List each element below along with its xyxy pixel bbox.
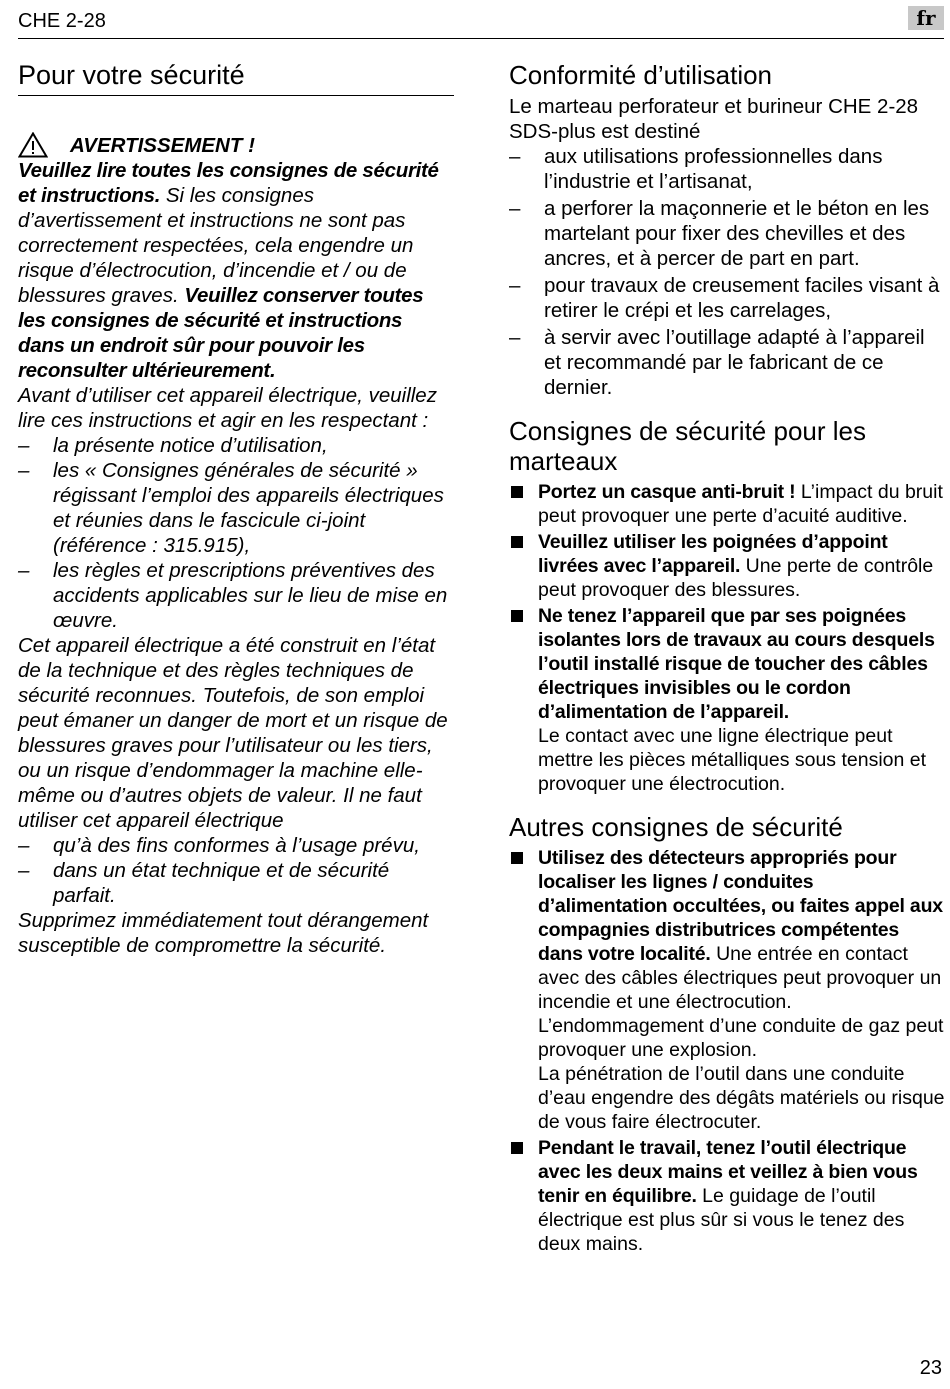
left-column <box>18 60 454 958</box>
right-column <box>509 60 945 1258</box>
list-item: – les règles et prescriptions préventives des accidents applicables sur le lieu de mise en œuvre. <box>18 559 448 632</box>
list-item: Pendant le travail, tenez l’outil électrique avec les deux mains et veillez à bien vous tenir en équilibre. Le guidage de l’outil électrique est plus sûr si vous le tenez des deux mains. <box>509 1136 945 1256</box>
bullet-square-icon <box>511 1142 523 1154</box>
warning-paragraph <box>18 158 454 383</box>
intro-paragraph: Avant d’utiliser cet appareil électrique, veuillez lire ces instructions et agir en les respectant : <box>18 384 437 432</box>
section-title-safety: Pour votre sécurité <box>18 60 454 96</box>
bullet-square-icon <box>511 852 523 864</box>
section-title-other-safety: Autres consignes de sécurité <box>509 812 843 842</box>
construction-paragraph: Cet appareil électrique a été construit en l’état de la technique et des règles techniques de sécurité reconnues. Toutefois, de son emploi peut émaner un danger de mort et un risque de blessures graves pour l’utilisateur ou les tiers, ou un risque d’endommager la machine elle-même ou d’autres objets de valeur. Il ne faut utiliser cet appareil électrique <box>18 634 448 832</box>
list-item: – aux utilisations professionnelles dans l’industrie et l’artisanat, <box>509 145 883 193</box>
list-item: – les « Consignes générales de sécurité » régissant l’emploi des appareils électriques et réunies dans le fascicule ci-joint (référence : 315.915), <box>18 459 444 557</box>
model-label: CHE 2-28 <box>18 10 106 32</box>
list-item: – à servir avec l’outillage adapté à l’appareil et recommandé par le fabricant de ce dernier. <box>509 326 925 399</box>
conformity-intro: Le marteau perforateur et burineur CHE 2-28 SDS-plus est destiné <box>509 95 919 143</box>
list-item: – la présente notice d’utilisation, <box>18 434 328 457</box>
page-number: 23 <box>919 1357 942 1379</box>
hammer-safety-list <box>509 480 945 796</box>
warning-text-1: Si les consignes d’avertissement et instructions ne sont pas correctement respectées, cela engendre un risque d’électrocution, d’incendie et / ou de blessures graves. <box>18 184 414 307</box>
conformity-list <box>509 144 945 400</box>
bullet-square-icon <box>511 536 523 548</box>
warning-title: AVERTISSEMENT ! <box>70 133 255 157</box>
header-rule <box>18 38 944 39</box>
warning-triangle-icon <box>18 132 48 158</box>
list-item: Ne tenez l’appareil que par ses poignées isolantes lors de travaux au cours desquels l’outil installé risque de toucher des câbles électriques invisibles ou le cordon d’alimentation de l’appareil. Le contact avec une ligne électrique peut mettre les pièces métalliques sous tension et provoquer une électrocution. <box>509 604 945 796</box>
documents-list <box>18 433 454 633</box>
section-title-conformity: Conformité d’utilisation <box>509 60 773 90</box>
bullet-square-icon <box>511 486 523 498</box>
closing-paragraph: Supprimez immédiatement tout dérangement susceptible de compromettre la sécurité. <box>18 909 429 957</box>
list-item: – pour travaux de creusement faciles visant à retirer le crépi et les carrelages, <box>509 274 940 322</box>
list-item: – qu’à des fins conformes à l’usage prévu, <box>18 834 420 857</box>
conditions-list <box>18 833 454 908</box>
language-badge: fr <box>908 6 944 30</box>
warning-bold-2: Veuillez conserver toutes les consignes de sécurité et instructions dans un endroit sûr pour pouvoir les reconsulter ultérieurement. <box>18 284 424 382</box>
other-safety-list <box>509 846 945 1256</box>
list-item: – a perforer la maçonnerie et le béton en les martelant pour fixer des chevilles et des ancres, et à percer de part en part. <box>509 197 930 270</box>
section-title-hammer-safety: Consignes de sécurité pour les marteaux <box>509 416 866 476</box>
bullet-square-icon <box>511 610 523 622</box>
list-item: – dans un état technique et de sécurité parfait. <box>18 859 390 907</box>
warning-heading <box>18 132 454 158</box>
list-item: Utilisez des détecteurs appropriés pour localiser les lignes / conduites d’alimentation occultées, ou faites appel aux compagnies distributrices compétentes dans votre localité. Une entrée en contact avec des câbles électriques peut provoquer un incendie et une électrocution. L’endommagement d’une conduite de gaz peut provoquer une explosion. La pénétration de l’outil dans une conduite d’eau engendre des dégâts matériels ou risque de vous faire électrocuter. <box>509 846 945 1134</box>
warning-bold-1: Veuillez lire toutes les consignes de sécurité et instructions. <box>18 159 439 207</box>
list-item: Veuillez utiliser les poignées d’appoint livrées avec l’appareil. Une perte de contrôle peut provoquer des blessures. <box>509 530 945 602</box>
list-item: Portez un casque anti-bruit ! L’impact du bruit peut provoquer une perte d’acuité auditive. <box>509 480 945 528</box>
